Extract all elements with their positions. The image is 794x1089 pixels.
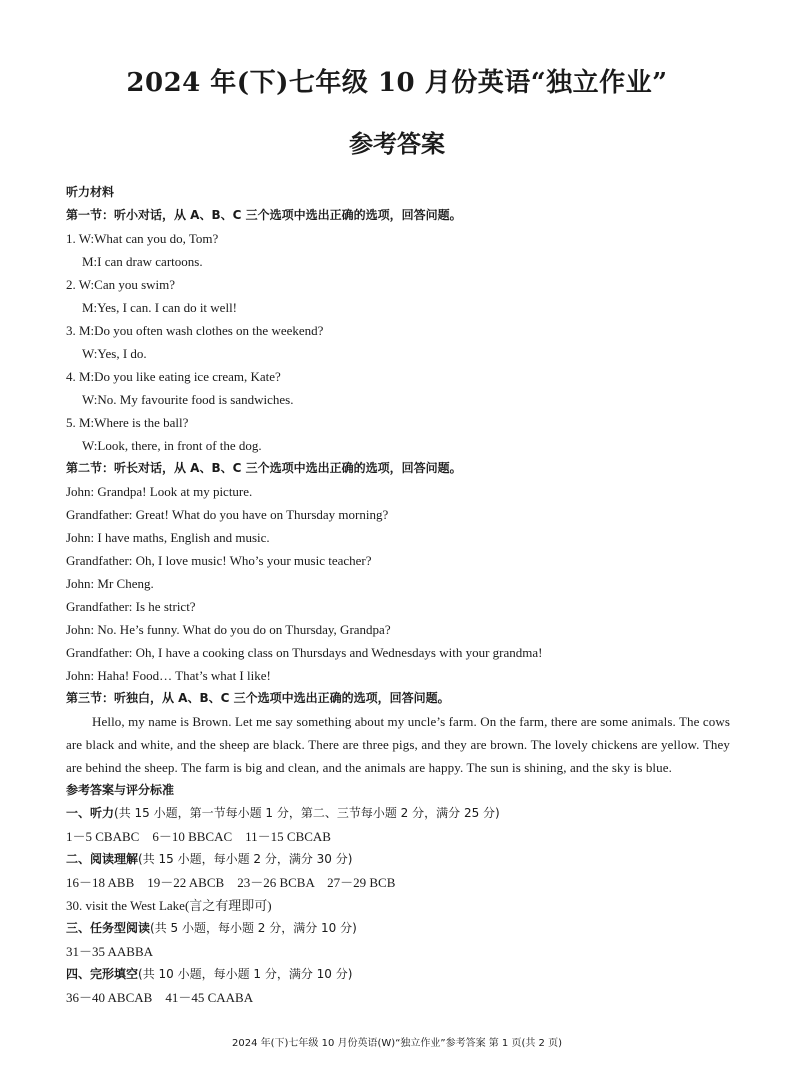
section3-heading: 第三节：听独白，从 A、B、C 三个选项中选出正确的选项，回答问题。 xyxy=(66,691,450,705)
document-subtitle: 参考答案 xyxy=(349,129,445,158)
dialogue-line: W:Look, there, in front of the dog. xyxy=(82,438,262,453)
conversation-line: John: No. He’s funny. What do you do on Thursday, Grandpa? xyxy=(66,622,391,637)
conversation-line: John: Mr Cheng. xyxy=(66,576,154,591)
conversation-line: John: Haha! Food… That’s what I like! xyxy=(66,668,271,683)
conversation-line: Grandfather: Is he strict? xyxy=(66,599,196,614)
answer-line: 1－5 CBABC 6－10 BBCAC 11－15 CBCAB xyxy=(66,829,331,844)
part-note: (共 5 小题，每小题 2 分，满分 10 分) xyxy=(150,921,357,935)
answers-heading: 参考答案与评分标准 xyxy=(66,783,175,797)
dialogue-line: M:Yes, I can. I can do it well! xyxy=(82,300,238,315)
conversation-line: Grandfather: Great! What do you have on Thursday morning? xyxy=(66,507,389,522)
part-title: 四、完形填空 xyxy=(66,967,139,981)
dialogue-line: 5. M:Where is the ball? xyxy=(66,415,189,430)
part-title: 二、阅读理解 xyxy=(66,852,139,866)
section2-heading: 第二节：听长对话，从 A、B、C 三个选项中选出正确的选项，回答问题。 xyxy=(66,461,462,475)
part-title: 一、听力 xyxy=(66,806,115,820)
section1-heading: 第一节：听小对话，从 A、B、C 三个选项中选出正确的选项，回答问题。 xyxy=(66,208,462,222)
conversation-line: Grandfather: Oh, I have a cooking class on Thursdays and Wednesdays with your grandma! xyxy=(66,645,543,660)
dialogue-line: 3. M:Do you often wash clothes on the weekend? xyxy=(66,323,324,338)
answer-line: 31－35 AABBA xyxy=(66,944,154,959)
part-note: (共 15 小题，第一节每小题 1 分，第二、三节每小题 2 分，满分 25 分) xyxy=(114,806,500,820)
part-note: (共 15 小题，每小题 2 分，满分 30 分) xyxy=(138,852,353,866)
answer-line: 16－18 ABB 19－22 ABCB 23－26 BCBA 27－29 BCB xyxy=(66,875,396,890)
part1-heading xyxy=(66,802,730,825)
dialogue-line: 1. W:What can you do, Tom? xyxy=(66,231,219,246)
conversation-line: John: I have maths, English and music. xyxy=(66,530,270,545)
conversation-line: Grandfather: Oh, I love music! Who’s your music teacher? xyxy=(66,553,372,568)
conversation-line: John: Grandpa! Look at my picture. xyxy=(66,484,253,499)
part-note: (共 10 小题，每小题 1 分，满分 10 分) xyxy=(138,967,353,981)
part2-heading xyxy=(66,848,730,871)
part4-heading xyxy=(66,963,730,986)
document-title: 2024 年(下)七年级 10 月份英语“独立作业” xyxy=(126,68,668,98)
part3-heading xyxy=(66,917,730,940)
monologue-paragraph: Hello, my name is Brown. Let me say something about my uncle’s farm. On the farm, there are some animals. The cows are black and white, and the sheep are black. There are three pigs, and they are brown. The lovely chickens are yellow. They are behind the sheep. The farm is big and clean, and the animals are happy. The sun is shining, and the sky is blue. xyxy=(66,714,730,775)
dialogue-line: M:I can draw cartoons. xyxy=(82,254,203,269)
part-title: 三、任务型阅读 xyxy=(66,921,151,935)
page-footer: 2024 年(下)七年级 10 月份英语(W)“独立作业”参考答案 第 1 页(共 2 页) xyxy=(232,1038,562,1049)
dialogue-line: W:Yes, I do. xyxy=(82,346,147,361)
dialogue-line: 2. W:Can you swim? xyxy=(66,277,176,292)
dialogue-line: 4. M:Do you like eating ice cream, Kate? xyxy=(66,369,281,384)
answer-line: 36－40 ABCAB 41－45 CAABA xyxy=(66,990,254,1005)
dialogue-line: W:No. My favourite food is sandwiches. xyxy=(82,392,294,407)
listening-heading: 听力材料 xyxy=(66,185,115,199)
answer-line: 30. visit the West Lake(言之有理即可) xyxy=(66,898,272,913)
document-body xyxy=(66,181,730,1009)
